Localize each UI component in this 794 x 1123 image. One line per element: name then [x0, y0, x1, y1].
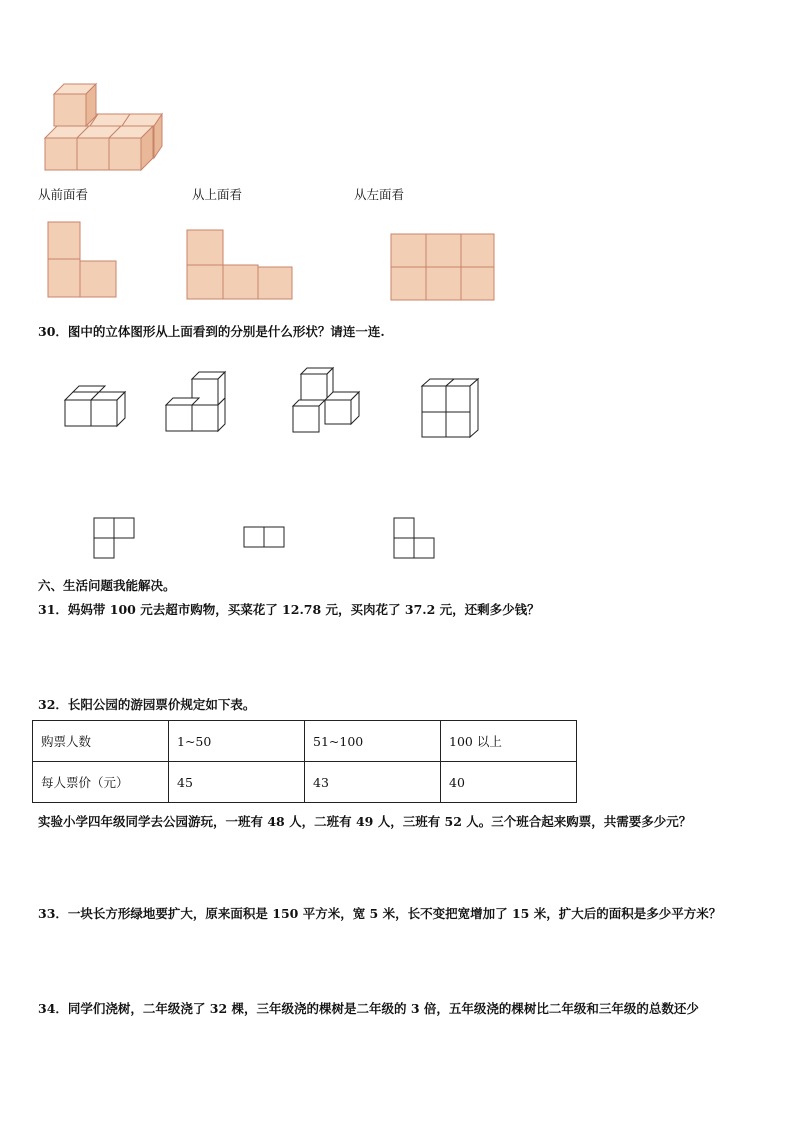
q30-solid-4 [421, 378, 483, 440]
table-cell: 45 [169, 762, 305, 803]
cube-solid-figure [40, 78, 175, 178]
front-view-label: 从前面看 [38, 187, 89, 202]
table-cell: 51~100 [305, 721, 441, 762]
question-31: 31．妈妈带 100 元去超市购物，买菜花了 12.78 元，买肉花了 37.2 元，还剩多少钱？ [38, 602, 540, 617]
table-row [33, 762, 577, 803]
left-view-label: 从左面看 [354, 187, 405, 202]
question-32-followup: 实验小学四年级同学去公园游玩，一班有 48 人，二班有 49 人，三班有 52 人。三个班合起来购票，共需要多少元？ [38, 814, 692, 829]
table-cell: 每人票价（元） [33, 762, 169, 803]
question-30: 30．图中的立体图形从上面看到的分别是什么形状？请连一连. [38, 324, 385, 339]
section-6-title: 六、生活问题我能解决。 [38, 578, 176, 593]
table-cell: 100 以上 [441, 721, 577, 762]
q30-solid-3 [291, 366, 361, 436]
question-32: 32．长阳公园的游园票价规定如下表。 [38, 697, 256, 712]
top-view-label: 从上面看 [192, 187, 243, 202]
left-view-figure [390, 233, 496, 301]
q30-shape-b [243, 526, 287, 550]
table-cell: 43 [305, 762, 441, 803]
q30-solid-1 [64, 385, 126, 429]
table-cell: 购票人数 [33, 721, 169, 762]
q30-solid-2 [165, 371, 227, 433]
question-33: 33．一块长方形绿地要扩大，原来面积是 150 平方米，宽 5 米，长不变把宽增加了 15 米，扩大后的面积是多少平方米？ [38, 906, 722, 921]
question-34: 34．同学们浇树，二年级浇了 32 棵，三年级浇的棵树是二年级的 3 倍，五年级浇的棵树比二年级和三年级的总数还少 [38, 1001, 699, 1016]
top-view-figure [186, 229, 294, 301]
front-view-figure [47, 221, 119, 299]
table-cell: 1~50 [169, 721, 305, 762]
table-cell: 40 [441, 762, 577, 803]
ticket-price-table [32, 720, 577, 803]
q30-shape-a [93, 517, 137, 559]
q30-shape-c [393, 517, 437, 559]
table-row [33, 721, 577, 762]
